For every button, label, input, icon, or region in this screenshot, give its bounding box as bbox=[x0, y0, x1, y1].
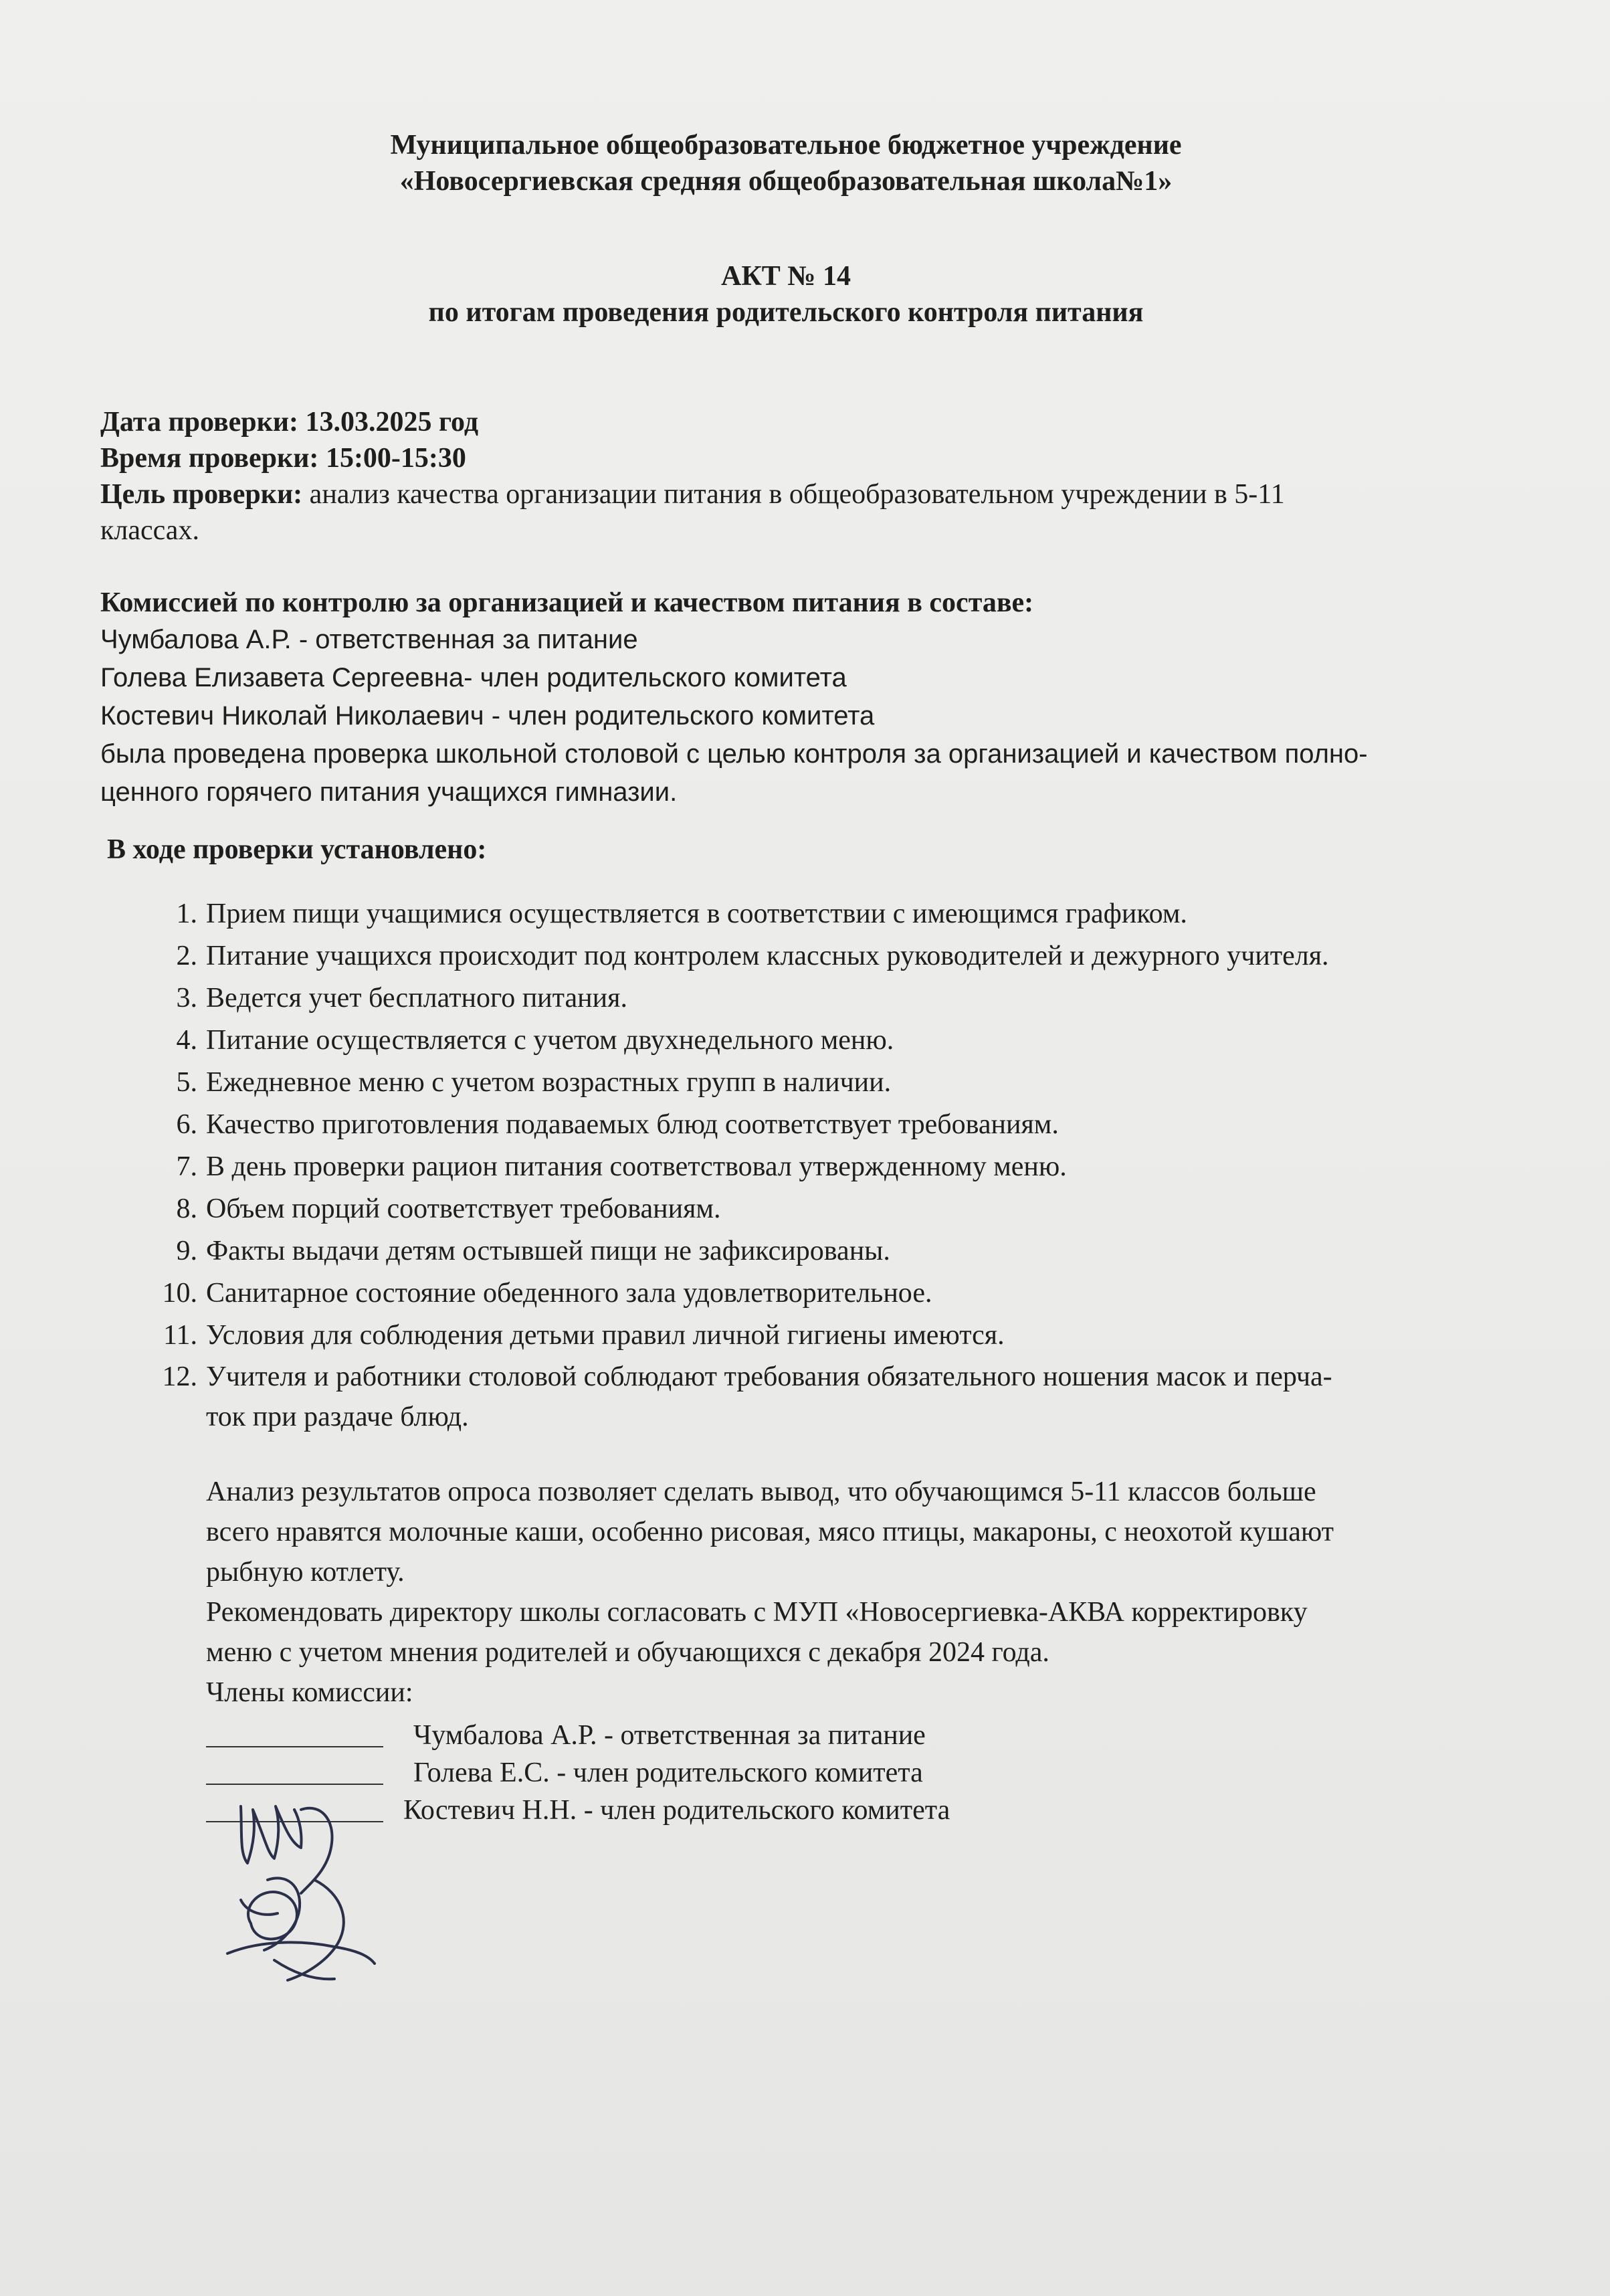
check-time-label: Время проверки: bbox=[100, 443, 319, 474]
list-item: 4. Питание осуществляется с учетом двухнедельного меню. bbox=[176, 1025, 894, 1056]
check-date-label: Дата проверки: bbox=[100, 407, 299, 438]
list-item: 5. Ежедневное меню с учетом возрастных групп в наличии. bbox=[176, 1067, 892, 1098]
list-item: 12. Учителя и работники столовой соблюдают требования обязательного ношения масок и перча- ток при раздаче блюд. bbox=[162, 1361, 1332, 1432]
check-date-value: 13.03.2025 год bbox=[305, 407, 479, 438]
check-details bbox=[100, 404, 1538, 549]
check-goal-row bbox=[100, 476, 1538, 512]
check-date-row bbox=[100, 404, 1538, 440]
findings-title: В ходе проверки установлено: bbox=[107, 834, 487, 865]
check-time-value: 15:00-15:30 bbox=[325, 443, 466, 474]
list-item: 1. Прием пищи учащимися осуществляется в соответствии с имеющимся графиком. bbox=[176, 898, 1187, 929]
signer-2: Голева Е.С. - член родительского комитета bbox=[413, 1757, 923, 1788]
check-goal-value: анализ качества организации питания в общеобразовательном учреждении в 5-11 bbox=[309, 479, 1285, 510]
signer-row-1 bbox=[206, 1717, 1538, 1754]
findings-list bbox=[100, 893, 1538, 1437]
institution-line-2: «Новосергиевская средняя общеобразовательная школа№1» bbox=[399, 166, 1173, 197]
commission-text-line-1: была проведена проверка школьной столовой с целью контроля за организацией и качеством полно- bbox=[100, 739, 1368, 769]
signers-title: Члены комиссии: bbox=[206, 1677, 413, 1708]
commission-text-line-2: ценного горячего питания учащихся гимназии. bbox=[100, 777, 678, 807]
conclusion-line-3: рыбную котлету. bbox=[206, 1557, 405, 1588]
commission-title: Комиссией по контролю за организацией и качеством питания в составе: bbox=[100, 587, 1034, 618]
signer-1: Чумбалова А.Р. - ответственная за питание bbox=[413, 1720, 926, 1751]
commission-member-2: Голева Елизавета Сергеевна- член родительского комитета bbox=[100, 663, 847, 692]
document-content bbox=[100, 127, 1538, 1829]
list-item: 11. Условия для соблюдения детьми правил личной гигиены имеются. bbox=[163, 1320, 1005, 1351]
act-number: АКТ № 14 bbox=[720, 261, 851, 292]
signer-row-2 bbox=[206, 1754, 1538, 1792]
commission-member-1: Чумбалова А.Р. - ответственная за питание bbox=[100, 625, 638, 654]
signer-row-3 bbox=[206, 1792, 1538, 1829]
list-item: 2. Питание учащихся происходит под контролем классных руководителей и дежурного учителя. bbox=[176, 941, 1329, 971]
list-item: 10. Санитарное состояние обеденного зала удовлетворительное. bbox=[162, 1278, 932, 1309]
conclusion-line-1: Анализ результатов опроса позволяет сделать вывод, что обучающимся 5-11 классов больше bbox=[206, 1476, 1316, 1507]
conclusion-section bbox=[206, 1472, 1537, 1713]
signer-3: Костевич Н.Н. - член родительского комитета bbox=[403, 1795, 950, 1826]
list-item: 9. Факты выдачи детям остывшей пищи не зафиксированы. bbox=[176, 1236, 890, 1266]
signers-section bbox=[206, 1717, 1538, 1829]
commission-section bbox=[100, 585, 1538, 811]
recommendation-line-2: меню с учетом мнения родителей и обучающихся с декабря 2024 года. bbox=[206, 1637, 1049, 1668]
act-title-block bbox=[100, 258, 1472, 330]
institution-line-1: Муниципальное общеобразовательное бюджетное учреждение bbox=[390, 130, 1182, 161]
signature-line bbox=[206, 1746, 383, 1747]
list-item: 6. Качество приготовления подаваемых блюд соответствует требованиям. bbox=[176, 1109, 1059, 1140]
list-item: 3. Ведется учет бесплатного питания. bbox=[176, 983, 627, 1014]
list-item: 7. В день проверки рацион питания соответствовал утвержденному меню. bbox=[176, 1151, 1067, 1182]
check-goal-continuation: классах. bbox=[100, 515, 199, 546]
recommendation-line-1: Рекомендовать директору школы согласовать с МУП «Новосергиевка-АКВА корректировку bbox=[206, 1597, 1308, 1628]
handwritten-signature bbox=[201, 1780, 401, 2000]
check-goal-label: Цель проверки: bbox=[100, 479, 303, 510]
institution-header bbox=[100, 127, 1472, 199]
act-subject: по итогам проведения родительского контроля питания bbox=[428, 297, 1144, 328]
conclusion-line-2: всего нравятся молочные каши, особенно рисовая, мясо птицы, макароны, с неохотой кушают bbox=[206, 1517, 1334, 1547]
commission-member-3: Костевич Николай Николаевич - член родительского комитета bbox=[100, 701, 875, 731]
list-item: 8. Объем порций соответствует требованиям. bbox=[176, 1193, 721, 1224]
check-time-row bbox=[100, 440, 1538, 476]
